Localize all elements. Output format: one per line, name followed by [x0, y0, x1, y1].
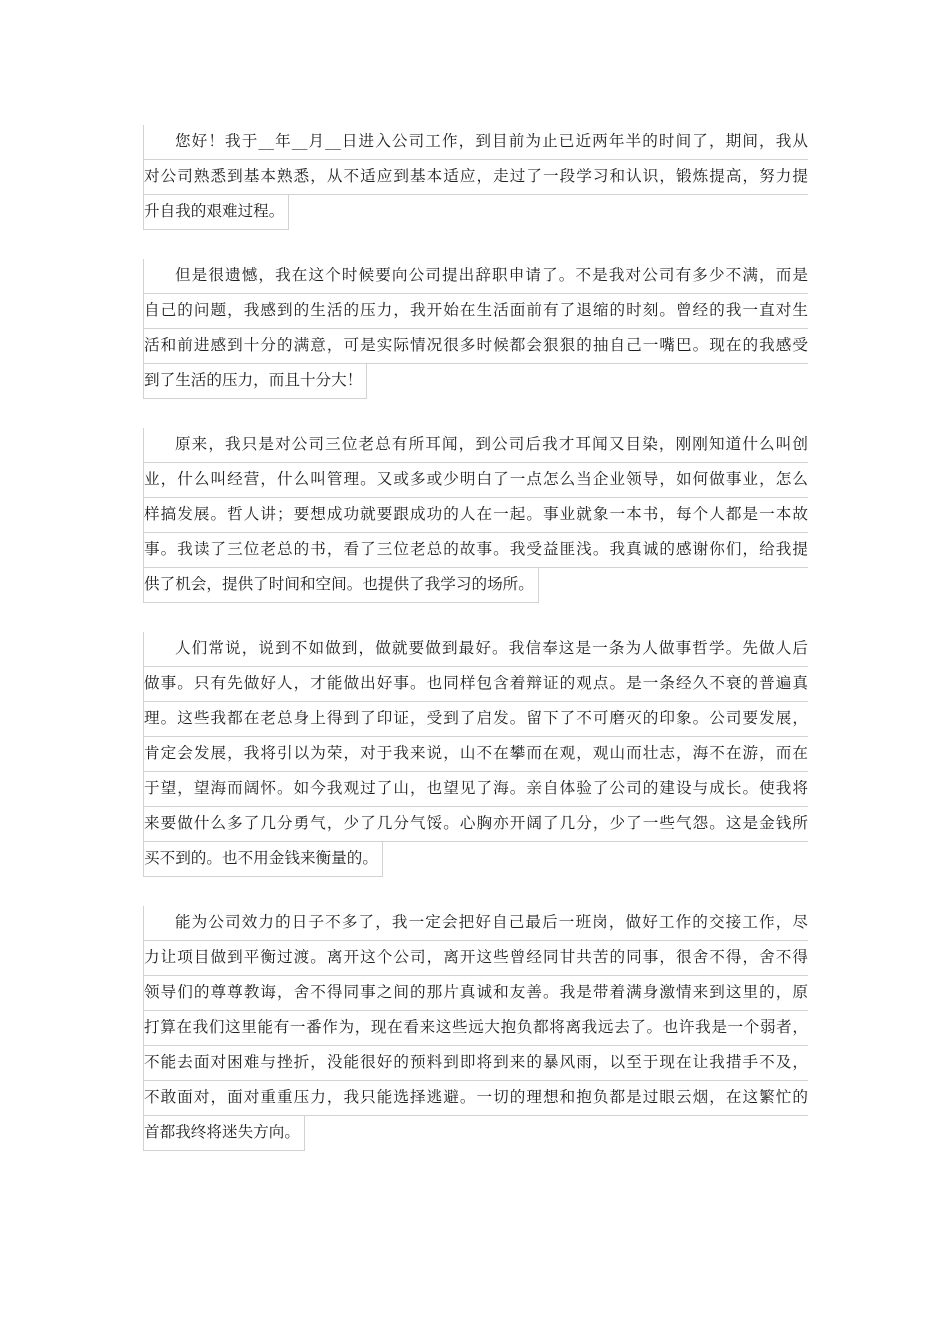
text-line: 力让项目做到平衡过渡。离开这个公司，离开这些曾经同甘共苦的同事，很舍不得，舍不得 — [143, 941, 808, 976]
text-line: 能为公司效力的日子不多了，我一定会把好自己最后一班岗，做好工作的交接工作，尽 — [143, 906, 808, 941]
text-line: 做事。只有先做好人，才能做出好事。也同样包含着辩证的观点。是一条经久不衰的普遍真 — [143, 667, 808, 702]
text-line: 样搞发展。哲人讲；要想成功就要跟成功的人在一起。事业就象一本书，每个人都是一本故 — [143, 498, 808, 533]
paragraph-5 — [143, 906, 808, 1151]
document-body — [143, 125, 808, 1180]
text-line: 自己的问题，我感到的生活的压力，我开始在生活面前有了退缩的时刻。曾经的我一直对生 — [143, 294, 808, 329]
text-line: 业，什么叫经营，什么叫管理。又或多或少明白了一点怎么当企业领导，如何做事业，怎么 — [143, 463, 808, 498]
paragraph-1 — [143, 125, 808, 230]
text-line: 供了机会，提供了时间和空间。也提供了我学习的场所。 — [143, 568, 539, 603]
text-line: 不敢面对，面对重重压力，我只能选择逃避。一切的理想和抱负都是过眼云烟，在这繁忙的 — [143, 1081, 808, 1116]
text-line: 原来，我只是对公司三位老总有所耳闻，到公司后我才耳闻又目染，刚刚知道什么叫创 — [143, 428, 808, 463]
text-line: 于望，望海而阔怀。如今我观过了山，也望见了海。亲自体验了公司的建设与成长。使我将 — [143, 772, 808, 807]
text-line: 买不到的。也不用金钱来衡量的。 — [143, 842, 383, 877]
text-line: 但是很遗憾，我在这个时候要向公司提出辞职申请了。不是我对公司有多少不满，而是 — [143, 259, 808, 294]
text-line: 升自我的艰难过程。 — [143, 195, 289, 230]
text-line: 领导们的尊尊教诲，舍不得同事之间的那片真诚和友善。我是带着满身激情来到这里的，原 — [143, 976, 808, 1011]
text-line: 理。这些我都在老总身上得到了印证，受到了启发。留下了不可磨灭的印象。公司要发展， — [143, 702, 808, 737]
text-line: 到了生活的压力，而且十分大！ — [143, 364, 367, 399]
text-line: 首都我终将迷失方向。 — [143, 1116, 305, 1151]
paragraph-2 — [143, 259, 808, 399]
text-line: 事。我读了三位老总的书，看了三位老总的故事。我受益匪浅。我真诚的感谢你们，给我提 — [143, 533, 808, 568]
text-line: 活和前进感到十分的满意，可是实际情况很多时候都会狠狠的抽自己一嘴巴。现在的我感受 — [143, 329, 808, 364]
text-line: 对公司熟悉到基本熟悉，从不适应到基本适应，走过了一段学习和认识，锻炼提高，努力提 — [143, 160, 808, 195]
text-line: 不能去面对困难与挫折，没能很好的预料到即将到来的暴风雨，以至于现在让我措手不及， — [143, 1046, 808, 1081]
text-line: 您好！我于__年__月__日进入公司工作，到目前为止已近两年半的时间了，期间，我从 — [143, 125, 808, 160]
text-line: 来要做什么多了几分勇气，少了几分气馁。心胸亦开阔了几分，少了一些气怨。这是金钱所 — [143, 807, 808, 842]
paragraph-4 — [143, 632, 808, 877]
paragraph-3 — [143, 428, 808, 603]
text-line: 肯定会发展，我将引以为荣，对于我来说，山不在攀而在观，观山而壮志，海不在游，而在 — [143, 737, 808, 772]
text-line: 人们常说，说到不如做到，做就要做到最好。我信奉这是一条为人做事哲学。先做人后 — [143, 632, 808, 667]
text-line: 打算在我们这里能有一番作为，现在看来这些远大抱负都将离我远去了。也许我是一个弱者， — [143, 1011, 808, 1046]
